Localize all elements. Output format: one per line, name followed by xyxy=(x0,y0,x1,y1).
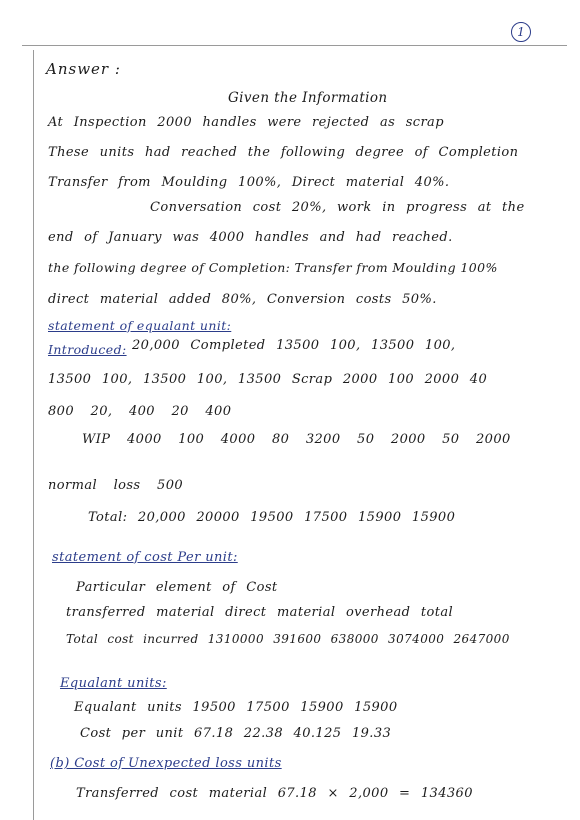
equalant-units-row: Equalant units 19500 17500 15900 15900 xyxy=(74,700,398,715)
cost-row-total-incurred: Total cost incurred 1310000 391600 638000 3074000 2647000 xyxy=(66,632,510,646)
total-row: Total: 20,000 20000 19500 17500 15900 15900 xyxy=(88,510,456,525)
text-line-7: direct material added 80%, Conversion costs 50%. xyxy=(48,292,437,307)
text-line-1: At Inspection 2000 handles were rejected as scrap xyxy=(48,115,444,130)
answer-title: Answer : xyxy=(46,60,121,78)
section-heading-equalant-units: Equalant units: xyxy=(60,676,167,691)
text-line-3: Transfer from Moulding 100%, Direct material 40%. xyxy=(48,175,450,190)
page-number: 1 xyxy=(511,22,531,42)
text-line-6: the following degree of Completion: Transfer from Moulding 100% xyxy=(48,260,498,275)
normal-loss-row: normal loss 500 xyxy=(48,478,184,493)
top-rule xyxy=(22,45,567,46)
section-heading-equalant-unit: statement of equalant unit: xyxy=(48,318,232,333)
cost-row-elements: transferred material direct material overhead total xyxy=(66,605,454,620)
section-heading-cost-per-unit: statement of cost Per unit: xyxy=(52,550,238,565)
text-line-5: end of January was 4000 handles and had reached. xyxy=(48,230,453,245)
wip-row: WIP 4000 100 4000 80 3200 50 2000 50 2000 xyxy=(82,432,511,447)
introduced-text: 20,000 Completed 13500 100, 13500 100, xyxy=(132,338,456,353)
section-heading-unexpected-loss: (b) Cost of Unexpected loss units xyxy=(50,756,282,771)
cost-per-unit-row: Cost per unit 67.18 22.38 40.125 19.33 xyxy=(80,726,392,741)
equalant-row-2: 13500 100, 13500 100, 13500 Scrap 2000 100 2000 40 xyxy=(48,372,488,387)
margin-line xyxy=(33,50,34,820)
transferred-cost-row: Transferred cost material 67.18 × 2,000 = 134360 xyxy=(76,786,473,801)
given-heading: Given the Information xyxy=(228,90,388,106)
cost-row-particular: Particular element of Cost xyxy=(76,580,278,595)
introduced-label: Introduced: xyxy=(48,342,127,357)
text-line-2: These units had reached the following degree of Completion xyxy=(48,145,519,160)
equalant-row-3: 800 20, 400 20 400 xyxy=(48,404,232,419)
text-line-4: Conversation cost 20%, work in progress at the xyxy=(150,200,525,215)
